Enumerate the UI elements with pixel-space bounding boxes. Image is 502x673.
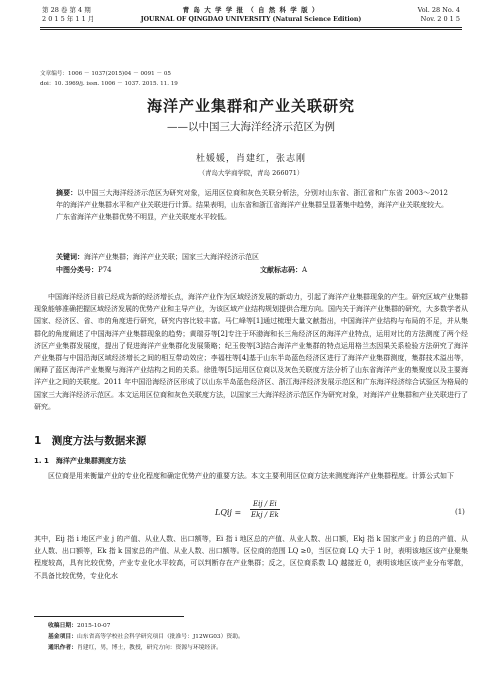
affiliation: （青岛大学商学院，青岛 266071） bbox=[198, 169, 304, 177]
author-label: 通讯作者： bbox=[48, 645, 77, 651]
received-label: 收稿日期： bbox=[48, 623, 77, 629]
equation-numerator: Eij / Ei bbox=[250, 500, 280, 510]
document-code bbox=[260, 265, 307, 275]
classification-value: P74 bbox=[98, 266, 112, 274]
footnote-rule bbox=[34, 616, 184, 617]
footnote-received bbox=[48, 622, 110, 631]
keywords bbox=[56, 252, 448, 263]
footnote-fund bbox=[48, 633, 244, 642]
classification-label: 中图分类号： bbox=[56, 266, 98, 274]
equation-explanation: 其中，Eij 指 i 地区产业 j 的产值、从业人数、出口额等，Ei 指 i 地区总的产值、从业人数、出口额，Ekj 指 k 国家产业 j 的总的产值、从业人数、出口额等，Ek 指 k 国家总的产值、从业人数、出口额等。区位商的范围 LQ ≥0，当区位商 LQ 大于 1 时，表明该地区该产业聚集程度较高，具有比较优势，产业专业化水平较高，可以判断存在产业集群；反之，区位商系数 LQ 越接近 0，表明该地区该产业分布零散，不具备比较优势，专业化水 bbox=[34, 535, 468, 580]
journal-title-cn: 青 岛 大 学 学 报 （ 自 然 科 学 版 ） bbox=[182, 6, 320, 14]
abstract bbox=[56, 188, 448, 223]
paper-subtitle: ——以中国三大海洋经济示范区为例 bbox=[167, 121, 335, 133]
keywords-text: 海洋产业集群；海洋产业关联；国家三大海洋经济示范区 bbox=[84, 253, 259, 261]
fund-label: 基金项目： bbox=[48, 634, 77, 640]
volume-line: 第 28 卷 第 4 期 bbox=[42, 6, 91, 14]
subsection-heading: 1. 1 海洋产业集群测度方法 bbox=[34, 457, 126, 465]
abstract-label: 摘要： bbox=[56, 189, 78, 197]
introduction-paragraph: 中国海洋经济目前已经成为新的经济增长点，海洋产业作为区域经济发展的新动力，引起了海洋产业集群现象的产生。研究区域产业集群现象能够准确把握区域经济发展的优势产业和主导产业，为该区域产业结构规划提供合理方向。国内关于海洋产业集群的研究，大多数学者从国家、经济区、省、市的角度进行研究，研究内容比较丰富。马仁峰等[1]通过梳理大量文献指出，中国海洋产业结构与布局的不足，并从集群化的角度阐述了中国海洋产业集群现象的趋势；黄瑞芬等[2]专注于环渤海和长三角经济区的海洋产业特点，运用对比的方法测度了两个经济区产业集群发展度，提出了促进海洋产业集群化发展策略；纪玉俊等[3]结合海洋产业集群的特点运用格兰杰因果关系检验方法研究了海洋产业集群与中国沿海区域经济增长之间的相互带动效应；李福柱等[4]基于山东半岛蓝色经济区进行了海洋产业集群测度，集群技术溢出等，阐释了蓝区海洋产业集聚与海洋产业结构之间的关系。徐胜等[5]运用区位商以及灰色关联度方法分析了山东省海洋产业的集聚度以及主要海洋产业之间的关联度。2011 年中国沿海经济区形成了以山东半岛蓝色经济区、浙江海洋经济发展示范区和广东海洋经济综合试验区为格局的国家三大海洋经济示范区。本文运用区位商和灰色关联度方法，以国家三大海洋经济示范区作为研究对象，对海洋产业集群和产业关联进行了研究。 bbox=[34, 293, 468, 411]
footnote-author bbox=[48, 644, 222, 653]
received-date: 2015-10-07 bbox=[77, 623, 111, 629]
journal-title-en: JOURNAL OF QINGDAO UNIVERSITY (Natural Science Edition) bbox=[140, 16, 362, 23]
fund-text: 山东省高等学校社会科学研究项目（批准号：J12WG03）资助。 bbox=[77, 634, 244, 640]
keywords-label: 关键词： bbox=[56, 253, 84, 261]
doi: doi：10. 3969/j. issn. 1006 － 1037. 2015. 11. 19 bbox=[40, 81, 178, 87]
document-code-value: A bbox=[302, 266, 308, 274]
header-rule-thin bbox=[40, 29, 462, 30]
article-number: 文章编号：1006 － 1037(2015)04 － 0091 － 05 bbox=[40, 71, 171, 77]
abstract-text: 以中国三大海洋经济示范区为研究对象，运用区位商和灰色关联分析法，分别对山东省、浙江省和广东省 2003～2012 年的海洋产业集群水平和产业关联进行计算。结果表明，山东省和浙江省海洋产业集群呈显著集中趋势，海洋产业关联度较大。广东省海洋产业集群优势不明显，产业关联度水平较低。 bbox=[56, 189, 449, 221]
equation-number: (1) bbox=[455, 508, 465, 516]
classification bbox=[56, 265, 112, 275]
author-text: 肖建红，男，博士，教授，研究方向：资源与环境经济。 bbox=[77, 645, 222, 651]
date-en-line: Nov. 2 0 1 5 bbox=[420, 15, 460, 23]
journal-volume-en bbox=[418, 6, 460, 24]
paper-title: 海洋产业集群和产业关联研究 bbox=[146, 97, 355, 115]
equation-denominator: Ekj / Ek bbox=[251, 511, 279, 519]
document-code-label: 文献标志码： bbox=[260, 266, 302, 274]
method-paragraph: 区位商是用来衡量产业的专业化程度和确定优势产业的重要方法。本文主要利用区位商方法来测度海洋产业集群程度。计算公式如下 bbox=[48, 472, 454, 480]
section-heading: 1 测度方法与数据来源 bbox=[34, 435, 147, 447]
equation-lhs: LQij = bbox=[215, 508, 242, 517]
header-rule-thick bbox=[40, 27, 462, 28]
authors: 杜媛媛，肖建红，张志刚 bbox=[195, 154, 306, 164]
equation-fraction bbox=[250, 500, 280, 519]
date-line: 2 0 1 5 年 1 1 月 bbox=[42, 15, 95, 23]
volume-en-line: Vol. 28 No. 4 bbox=[417, 6, 460, 14]
